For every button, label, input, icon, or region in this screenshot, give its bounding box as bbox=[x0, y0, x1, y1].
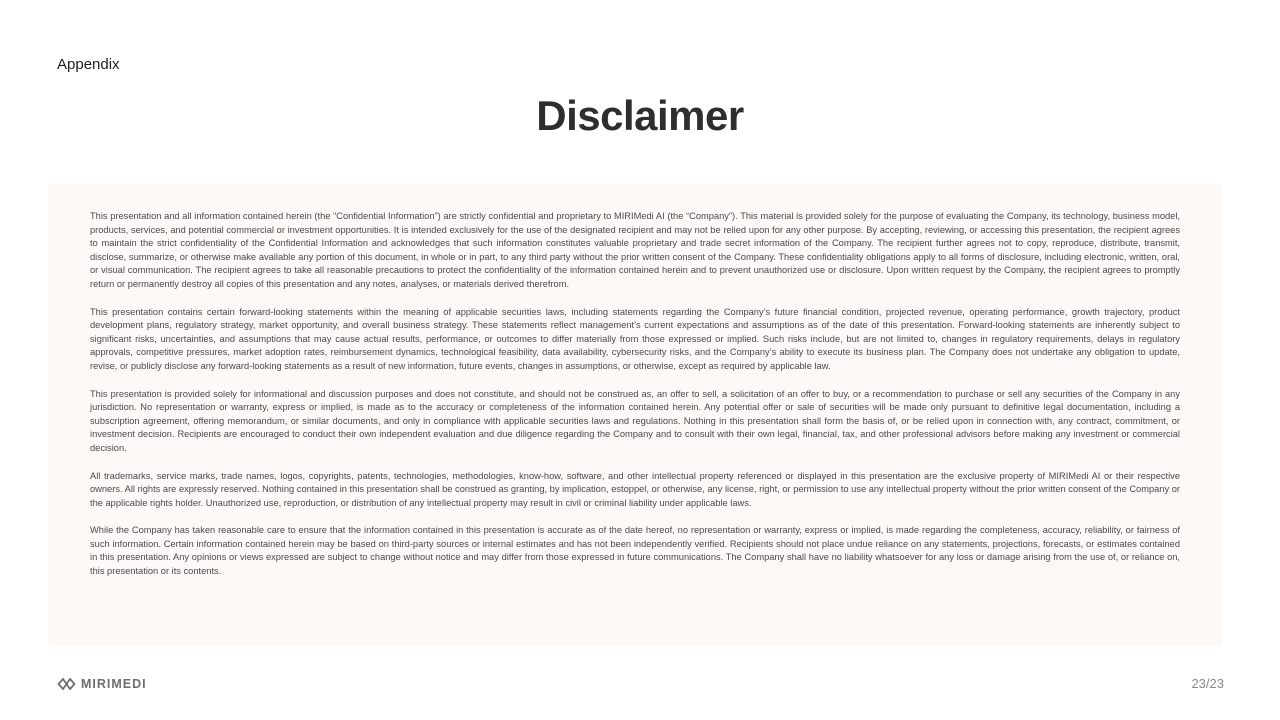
disclaimer-paragraph-accuracy: While the Company has taken reasonable care to ensure that the information contained in this presentation is accurate as of the date hereof, no representation or warranty, express or implied, is made regarding the completeness, accuracy, reliability, or fairness of such information. Certain information contained herein may be based on third-party sources or internal estimates and has not been independently verified. Recipients should not place undue reliance on any statements, projections, forecasts, or estimates contained in this presentation. Any opinions or views expressed are subject to change without notice and may differ from those expressed in future communications. The Company shall have no liability whatsoever for any loss or damage arising from the use of, or reliance on, this presentation or its contents. bbox=[90, 525, 1180, 577]
brand-name: MIRIMEDI bbox=[81, 677, 147, 691]
section-label: Appendix bbox=[57, 56, 120, 73]
disclaimer-paragraph-forward-looking: This presentation contains certain forward-looking statements within the meaning of applicable securities laws, including statements regarding the Company’s future financial condition, projected revenue, operating performance, growth trajectory, product development plans, regulatory strategy, market opportunity, and overall business strategy. These statements reflect management’s current expectations and assumptions as of the date of this presentation. Forward-looking statements are inherently subject to significant risks, uncertainties, and assumptions that may cause actual results, performance, or outcomes to differ materially from those expressed or implied. Such risks include, but are not limited to, changes in regulatory requirements, delays in regulatory approvals, competitive pressures, market adoption rates, reimbursement dynamics, technological feasibility, data availability, cybersecurity risks, and the Company’s ability to execute its business plan. The Company does not undertake any obligation to update, revise, or publicly disclose any forward-looking statements as a result of new information, future events, changes in assumptions, or otherwise, except as required by applicable law. bbox=[90, 306, 1180, 371]
disclaimer-panel bbox=[48, 184, 1222, 646]
footer-logo bbox=[57, 676, 147, 692]
page-title: Disclaimer bbox=[536, 92, 744, 139]
infinity-link-icon bbox=[57, 677, 76, 691]
disclaimer-paragraph-no-offer: This presentation is provided solely for informational and discussion purposes and does not constitute, and should not be construed as, an offer to sell, a solicitation of an offer to buy, or a recommendation to purchase or sell any securities of the Company in any jurisdiction. No representation or warranty, express or implied, is made as to the accuracy or completeness of the information contained herein. Any potential offer or sale of securities will be made only pursuant to definitive legal documentation, including a subscription agreement, offering memorandum, or similar documents, and only in compliance with applicable securities laws and regulations. Nothing in this presentation shall form the basis of, or be relied upon in connection with, any contract, commitment, or investment decision. Recipients are encouraged to conduct their own independent evaluation and due diligence regarding the Company and to consult with their own legal, financial, tax, and other professional advisors before making any investment or commercial decision. bbox=[90, 388, 1180, 453]
disclaimer-paragraph-confidentiality: This presentation and all information contained herein (the “Confidential Information”) are strictly confidential and proprietary to MIRIMedi AI (the “Company”). This material is provided solely for the purpose of evaluating the Company, its technology, business model, products, services, and potential commercial or investment opportunities. It is intended exclusively for the use of the designated recipient and may not be relied upon for any other purpose. By accepting, reviewing, or accessing this presentation, the recipient agrees to maintain the strict confidentiality of the Confidential Information and acknowledges that such information constitutes valuable proprietary and trade secret information of the Company. The recipient further agrees not to copy, reproduce, distribute, transmit, disclose, summarize, or otherwise make available any portion of this document, in whole or in part, to any third party without the prior written consent of the Company. These confidentiality obligations apply to all forms of disclosure, including electronic, written, oral, or visual communication. The recipient agrees to take all reasonable precautions to protect the confidentiality of the information contained herein and to prevent unauthorized use or disclosure. Upon written request by the Company, the recipient agrees to promptly return or permanently destroy all copies of this presentation and any notes, analyses, or materials derived therefrom. bbox=[90, 211, 1180, 289]
disclaimer-paragraph-intellectual-property: All trademarks, service marks, trade names, logos, copyrights, patents, technologies, methodologies, know-how, software, and other intellectual property referenced or displayed in this presentation are the exclusive property of MIRIMedi AI or their respective owners. All rights are expressly reserved. Nothing contained in this presentation shall be construed as granting, by implication, estoppel, or otherwise, any license, right, or permission to use any intellectual property without the prior written consent of the Company or the applicable rights holder. Unauthorized use, reproduction, or distribution of any intellectual property may result in civil or criminal liability under applicable laws. bbox=[90, 470, 1180, 508]
page-number: 23/23 bbox=[1191, 676, 1224, 691]
